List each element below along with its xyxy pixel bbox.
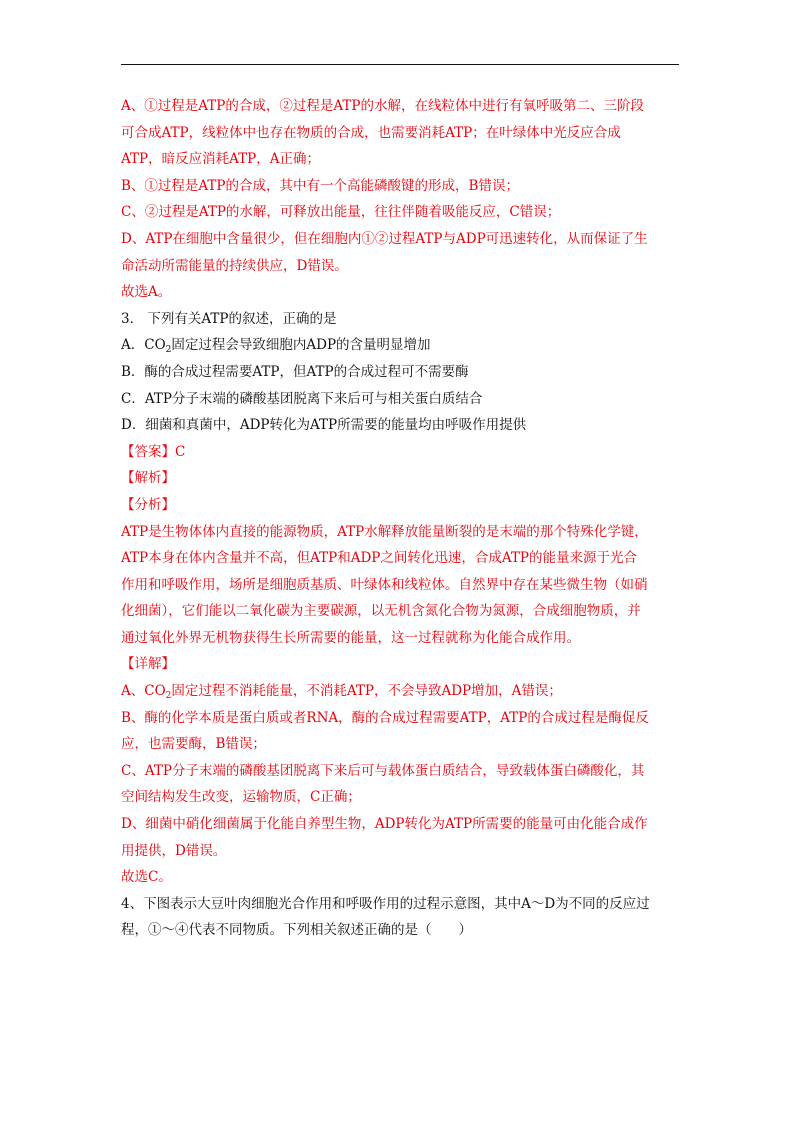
line-text: 可合成ATP，线粒体中也存在物质的合成，也需要消耗ATP；在叶绿体中光反应合成 (121, 124, 621, 141)
text-line (121, 705, 683, 732)
text-line (121, 917, 683, 944)
line-text: ATP本身在体内含量并不高，但ATP和ADP之间转化迅速，合成ATP的能量来源于光合 (121, 550, 637, 567)
line-text: 应，也需要酶，B错误； (121, 736, 266, 753)
line-text: 空间结构发生改变，运输物质，C正确； (121, 789, 361, 806)
text-line (121, 651, 683, 678)
line-text: 3． 下列有关ATP的叙述，正确的是 (121, 310, 337, 327)
line-text: 程，①～④代表不同物质。下列相关叙述正确的是（ ） (121, 922, 472, 939)
text-line (121, 891, 683, 918)
line-text: 命活动所需能量的持续供应，D错误。 (121, 257, 348, 274)
line-text: 故选C。 (121, 869, 172, 886)
text-line (121, 492, 683, 519)
line-text: 【答案】C (121, 443, 186, 460)
text-line (121, 519, 683, 546)
header-rule (121, 64, 679, 65)
line-text: C、ATP分子末端的磷酸基团脱离下来后可与载体蛋白质结合，导致载体蛋白磷酸化，其 (121, 762, 645, 779)
text-line (121, 173, 683, 200)
line-text: C、②过程是ATP的水解，可释放出能量，往往伴随着吸能反应，C错误； (121, 204, 561, 221)
text-line (121, 359, 683, 386)
line-text: ATP，暗反应消耗ATP，A正确； (121, 151, 320, 168)
line-text: D、细菌中硝化细菌属于化能自养型生物，ADP转化为ATP所需要的能量可由化能合成作 (121, 816, 648, 833)
text-line (121, 811, 683, 838)
line-text: B、酶的化学本质是蛋白质或者RNA，酶的合成过程需要ATP，ATP的合成过程是酶促反 (121, 709, 649, 726)
subscript: 2 (165, 345, 172, 356)
line-text-continued: 固定过程会导致细胞内ADP的含量明显增加 (171, 337, 431, 354)
text-line (121, 253, 683, 280)
line-text: A、CO (121, 683, 166, 700)
text-line (121, 838, 683, 865)
text-line (121, 226, 683, 253)
line-text: 【详解】 (121, 656, 175, 673)
text-line (121, 279, 683, 306)
text-line (121, 439, 683, 466)
line-text: A、①过程是ATP的合成，②过程是ATP的水解，在线粒体中进行有氧呼吸第二、三阶段 (121, 98, 644, 114)
text-line (121, 678, 683, 705)
text-line (121, 731, 683, 758)
text-line (121, 625, 683, 652)
text-line (121, 758, 683, 785)
line-text: 通过氧化外界无机物获得生长所需要的能量，这一过程就称为化能合成作用。 (121, 629, 580, 646)
text-line (121, 199, 683, 226)
text-line (121, 306, 683, 333)
text-line (121, 545, 683, 572)
text-line (121, 864, 683, 891)
text-line (121, 332, 683, 359)
line-text: D．细菌和真菌中，ADP转化为ATP所需要的能量均由呼吸作用提供 (121, 417, 527, 434)
subscript: 2 (165, 691, 172, 702)
line-text: 用提供，D错误。 (121, 842, 227, 859)
line-text: D、ATP在细胞中含量很少，但在细胞内①②过程ATP与ADP可迅速转化，从而保证了生 (121, 230, 648, 247)
line-text: 故选A。 (121, 284, 172, 301)
text-line (121, 386, 683, 413)
text-line (121, 412, 683, 439)
line-text: 【解析】 (121, 470, 175, 487)
line-text: ATP是生物体体内直接的能源物质，ATP水解释放能量断裂的是末端的那个特殊化学键， (121, 523, 648, 540)
text-line (121, 572, 683, 599)
line-text: 化细菌），它们能以二氧化碳为主要碳源，以无机含氮化合物为氮源，合成细胞物质，并 (121, 603, 641, 620)
text-line (121, 784, 683, 811)
text-line (121, 598, 683, 625)
line-text: 作用和呼吸作用，场所是细胞质基质、叶绿体和线粒体。自然界中存在某些微生物（如硝 (121, 576, 648, 593)
line-text-continued: 固定过程不消耗能量，不消耗ATP，不会导致ADP增加，A错误； (171, 683, 562, 700)
text-line (121, 93, 683, 120)
text-line (121, 120, 683, 147)
line-text: A．CO (121, 337, 166, 354)
line-text: B、①过程是ATP的合成，其中有一个高能磷酸键的形成，B错误； (121, 177, 519, 194)
line-text: 4、下图表示大豆叶肉细胞光合作用和呼吸作用的过程示意图，其中A～D为不同的反应过 (121, 895, 650, 912)
line-text: B．酶的合成过程需要ATP，但ATP的合成过程可不需要酶 (121, 363, 469, 380)
line-text: 【分析】 (121, 496, 175, 513)
text-line (121, 465, 683, 492)
line-text: C．ATP分子末端的磷酸基团脱离下来后可与相关蛋白质结合 (121, 390, 483, 407)
text-line (121, 146, 683, 173)
document-body (121, 93, 683, 944)
